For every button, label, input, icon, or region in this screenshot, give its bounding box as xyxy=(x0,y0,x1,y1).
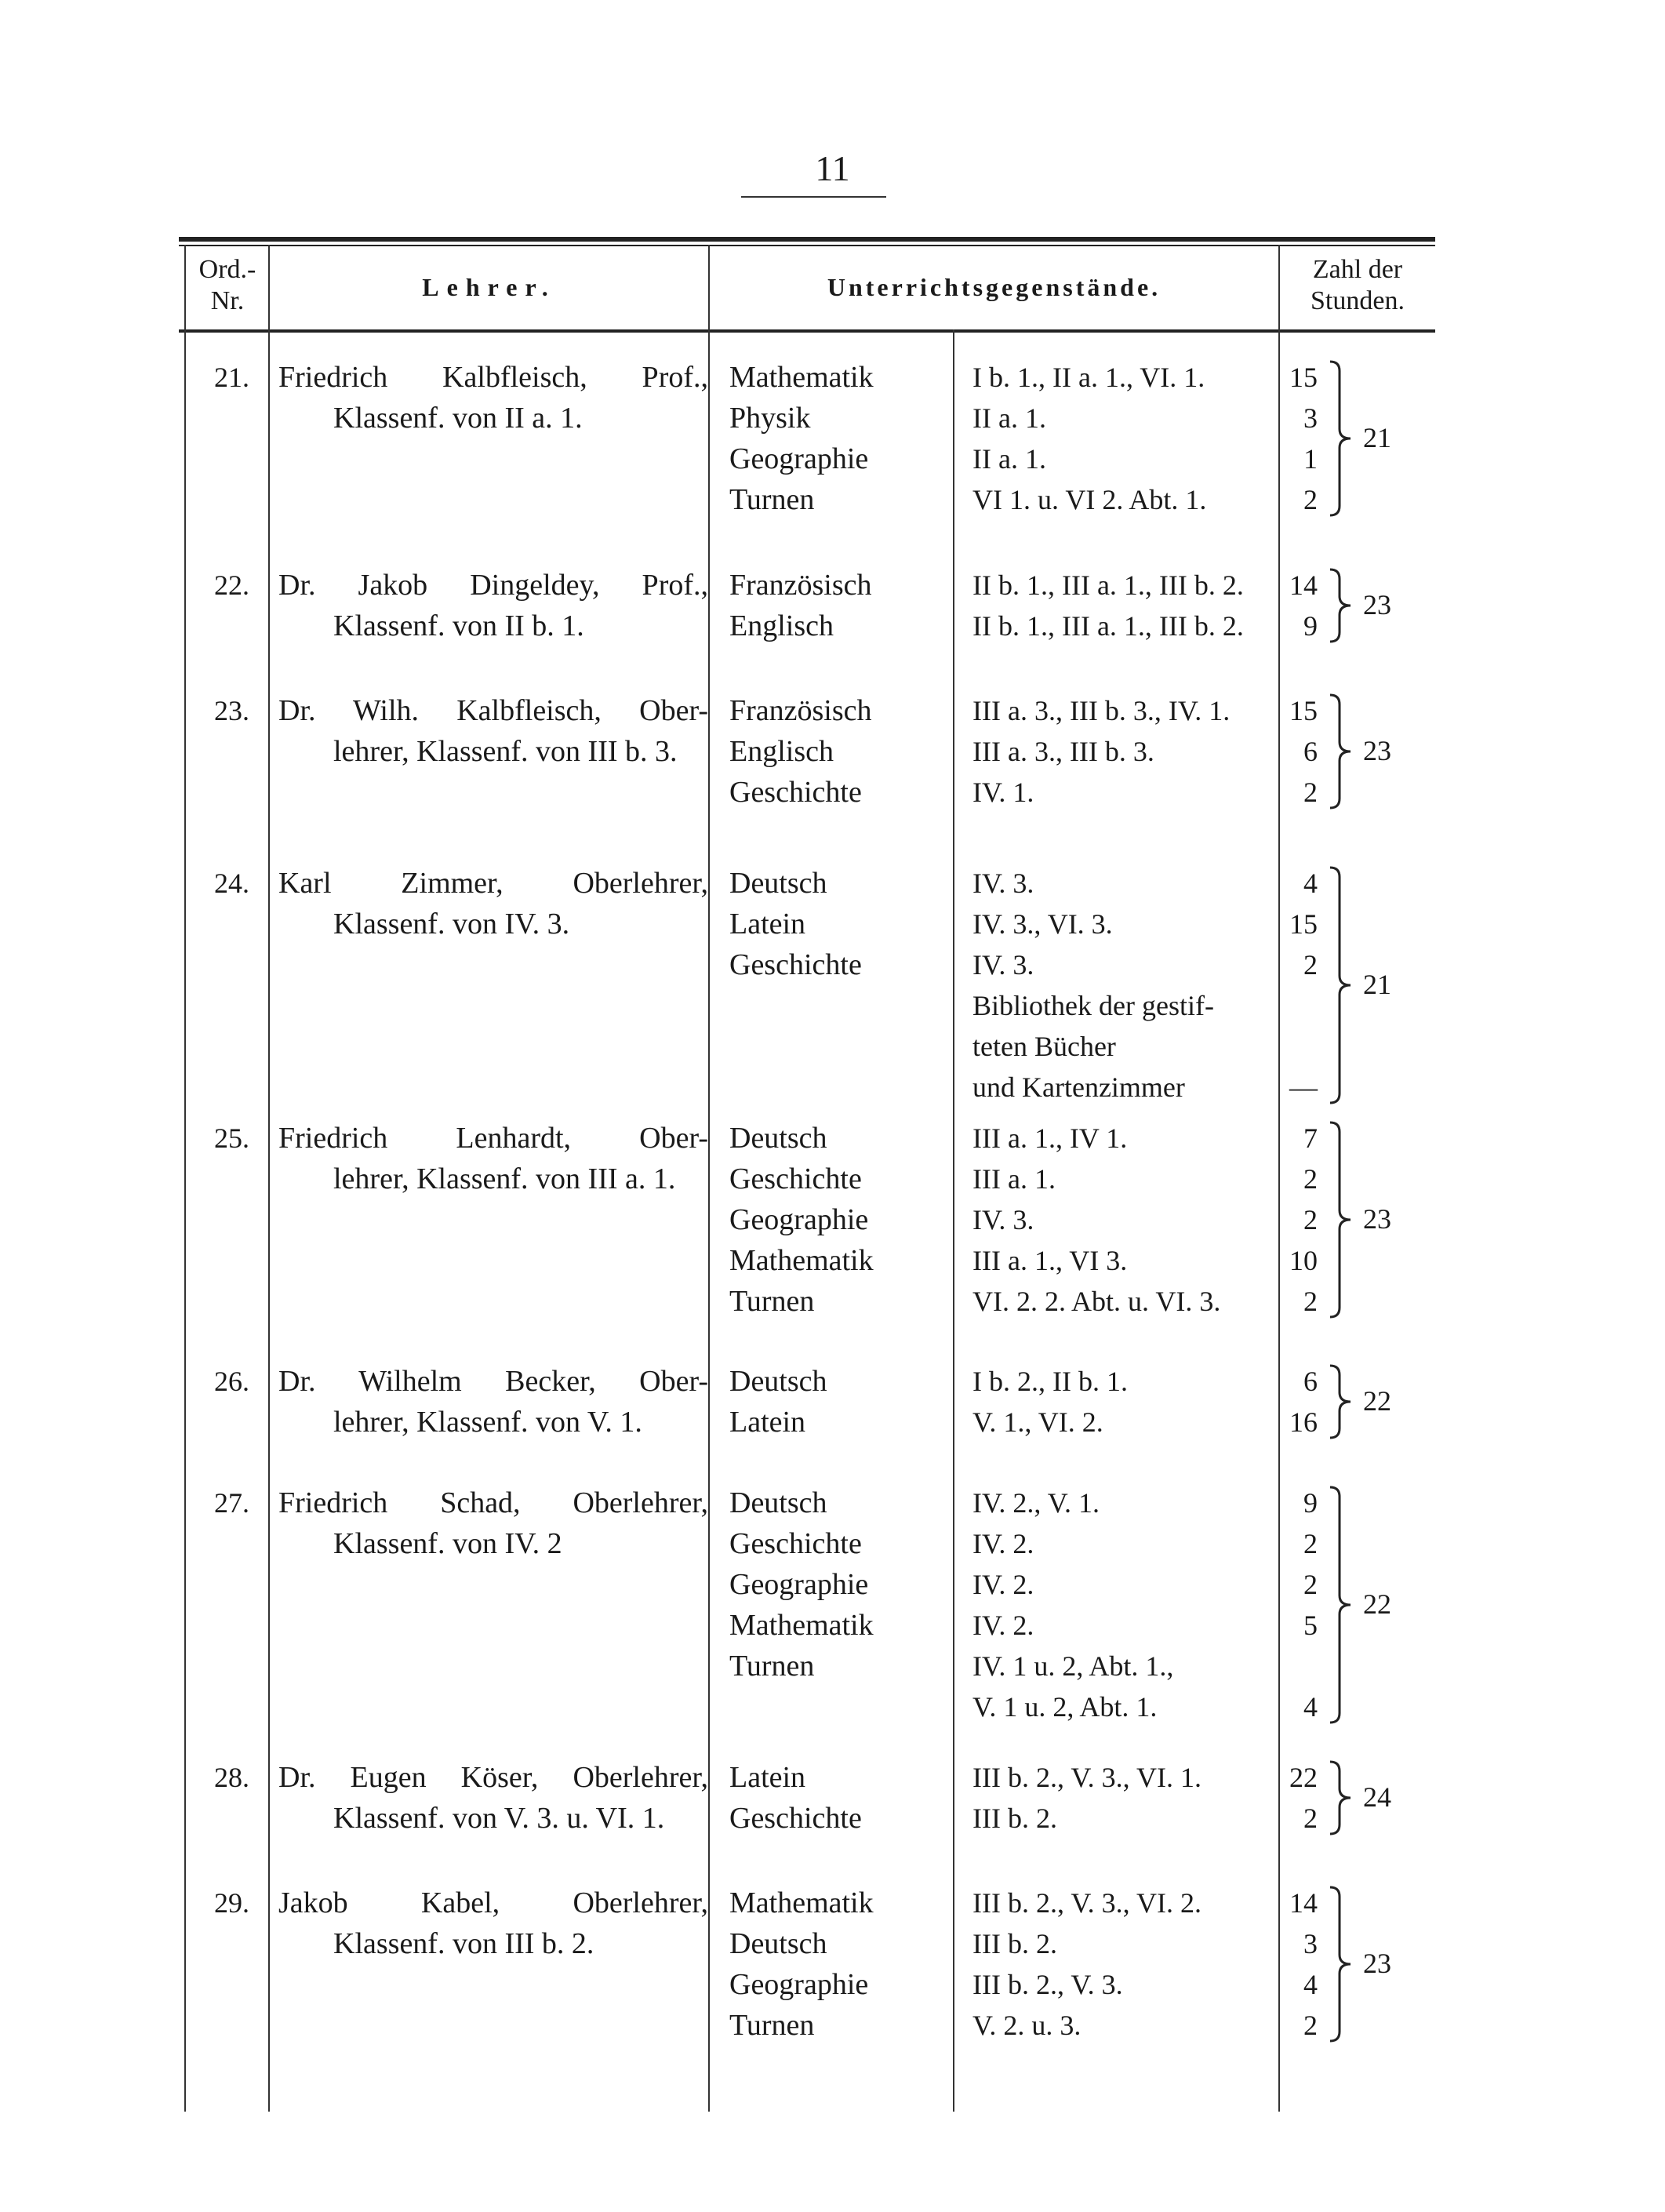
total-hours: 22 xyxy=(1363,1588,1391,1620)
subject xyxy=(729,985,965,1026)
teacher-name xyxy=(278,1361,708,1443)
subject: Latein xyxy=(729,908,806,940)
hours-list xyxy=(1271,690,1318,813)
total-hours: 23 xyxy=(1363,1203,1391,1235)
entry-number: 25. xyxy=(214,1122,249,1154)
entry-number: 28. xyxy=(214,1762,249,1793)
page-number-rule xyxy=(741,196,886,198)
hours-count: 4 xyxy=(1303,1969,1318,2000)
subject: Geographie xyxy=(729,1568,869,1601)
teacher-name xyxy=(278,565,708,646)
brace-icon xyxy=(1325,863,1357,1108)
subject-list xyxy=(729,1483,965,1727)
class-designation: IV. 3. xyxy=(972,868,1034,899)
hours-count: 15 xyxy=(1289,362,1318,393)
page-number: 11 xyxy=(815,148,850,188)
class-designation: III b. 2. xyxy=(972,1803,1057,1834)
subject: Geschichte xyxy=(729,776,862,809)
class-designation: IV. 3. xyxy=(972,949,1034,980)
hours-count xyxy=(1271,985,1318,1026)
teacher-name xyxy=(278,1757,708,1839)
subject: Geschichte xyxy=(729,948,862,981)
table-left-border xyxy=(184,245,186,2112)
hours-count: 9 xyxy=(1303,610,1318,642)
subject: Mathematik xyxy=(729,1609,874,1642)
class-designation: II a. 1. xyxy=(972,402,1046,434)
teacher-line-2: Klassenf. von II b. 1. xyxy=(333,609,584,642)
class-designation: III a. 1., VI 3. xyxy=(972,1245,1128,1276)
class-list xyxy=(972,863,1286,1108)
hours-count: 22 xyxy=(1289,1762,1318,1793)
hours-list xyxy=(1271,1361,1318,1443)
header-bottom-rule xyxy=(179,329,1435,333)
brace-icon xyxy=(1325,1118,1357,1322)
class-designation: V. 2. u. 3. xyxy=(972,2010,1082,2041)
subject-list xyxy=(729,1883,965,2046)
subject: Mathematik xyxy=(729,1886,874,1919)
class-designation: II b. 1., III a. 1., III b. 2. xyxy=(972,610,1244,642)
teacher-line-1: Karl Zimmer, Oberlehrer, xyxy=(278,867,708,900)
brace-icon xyxy=(1325,690,1357,813)
class-designation: IV. 3., VI. 3. xyxy=(972,908,1113,940)
class-designation: V. 1., VI. 2. xyxy=(972,1406,1103,1438)
entry-number: 29. xyxy=(214,1887,249,1919)
class-designation: III a. 3., III b. 3. xyxy=(972,736,1154,767)
entry-number: 24. xyxy=(214,868,249,899)
class-designation: III a. 1., IV 1. xyxy=(972,1122,1128,1154)
total-hours: 23 xyxy=(1363,589,1391,620)
subject-list xyxy=(729,1361,965,1443)
header-hours-line1: Zahl der xyxy=(1312,255,1403,284)
total-hours: 21 xyxy=(1363,969,1391,1000)
subject: Geschichte xyxy=(729,1802,862,1835)
hours-count: 14 xyxy=(1289,569,1318,601)
header-hours-line2: Stunden. xyxy=(1311,286,1405,315)
brace-icon xyxy=(1325,1757,1357,1839)
hours-count: 5 xyxy=(1303,1610,1318,1641)
class-designation: V. 1 u. 2, Abt. 1. xyxy=(972,1691,1158,1723)
hours-count: 6 xyxy=(1303,1366,1318,1397)
hours-count: — xyxy=(1289,1071,1318,1103)
header-hours xyxy=(1280,254,1435,317)
subject: Turnen xyxy=(729,2009,815,2042)
hours-list xyxy=(1271,1883,1318,2046)
class-designation: VI. 2. 2. Abt. u. VI. 3. xyxy=(972,1286,1221,1317)
subject: Geschichte xyxy=(729,1162,862,1195)
header-teacher: Lehrer. xyxy=(422,273,556,301)
subject: Latein xyxy=(729,1406,806,1439)
subject: Physik xyxy=(729,402,811,435)
class-designation: IV. 3. xyxy=(972,1204,1034,1235)
subject: Deutsch xyxy=(729,1122,827,1155)
hours-list xyxy=(1271,565,1318,646)
subject: Deutsch xyxy=(729,867,827,900)
hours-count: 4 xyxy=(1303,1691,1318,1723)
teacher-line-2: lehrer, Klassenf. von III a. 1. xyxy=(333,1162,676,1195)
teacher-line-2: lehrer, Klassenf. von III b. 3. xyxy=(333,735,678,768)
total-hours: 22 xyxy=(1363,1385,1391,1417)
header-ordnr-line1: Ord.- xyxy=(198,255,256,284)
hours-count: 2 xyxy=(1303,1528,1318,1559)
subject: Deutsch xyxy=(729,1365,827,1398)
hours-count: 9 xyxy=(1303,1487,1318,1519)
brace-icon xyxy=(1325,1483,1357,1727)
class-designation: IV. 1 u. 2, Abt. 1., xyxy=(972,1650,1174,1682)
class-designation: III a. 1. xyxy=(972,1163,1056,1195)
column-divider-ordnr xyxy=(268,245,270,2112)
brace-icon xyxy=(1325,565,1357,646)
hours-count: 15 xyxy=(1289,695,1318,726)
teacher-line-2: Klassenf. von III b. 2. xyxy=(333,1927,594,1960)
total-hours: 24 xyxy=(1363,1781,1391,1813)
subject: Englisch xyxy=(729,735,834,768)
hours-count: 4 xyxy=(1303,868,1318,899)
header-subjects: Unterrichtsgegenstände. xyxy=(827,273,1162,301)
class-list xyxy=(972,1118,1286,1322)
hours-count: 2 xyxy=(1303,949,1318,980)
subject xyxy=(729,1026,965,1067)
class-designation: IV. 2. xyxy=(972,1610,1034,1641)
total-hours: 21 xyxy=(1363,422,1391,453)
teacher-name xyxy=(278,1118,708,1199)
header-ordnr xyxy=(187,254,268,317)
subject: Deutsch xyxy=(729,1486,827,1519)
class-designation: Bibliothek der gestif- xyxy=(972,990,1214,1021)
table-top-rule xyxy=(179,237,1435,242)
subject: Deutsch xyxy=(729,1927,827,1960)
hours-count: 3 xyxy=(1303,1928,1318,1959)
brace-icon xyxy=(1325,357,1357,520)
teacher-line-2: Klassenf. von IV. 3. xyxy=(333,908,570,940)
hours-list xyxy=(1271,863,1318,1108)
teacher-line-1: Friedrich Kalbfleisch, Prof., xyxy=(278,361,708,394)
teacher-line-2: Klassenf. von IV. 2 xyxy=(333,1527,562,1560)
class-designation: II b. 1., III a. 1., III b. 2. xyxy=(972,569,1244,601)
hours-count: 10 xyxy=(1289,1245,1318,1276)
class-list xyxy=(972,1883,1286,2046)
subject xyxy=(729,1686,965,1727)
total-hours: 23 xyxy=(1363,735,1391,766)
column-divider-teacher xyxy=(708,245,710,2112)
hours-count: 14 xyxy=(1289,1887,1318,1919)
hours-list xyxy=(1271,1118,1318,1322)
hours-count: 2 xyxy=(1303,1569,1318,1600)
subject: Turnen xyxy=(729,483,815,516)
hours-count: 15 xyxy=(1289,908,1318,940)
class-list xyxy=(972,357,1286,520)
teacher-line-1: Dr. Wilhelm Becker, Ober- xyxy=(278,1365,708,1398)
subject: Geographie xyxy=(729,1203,869,1236)
class-designation: IV. 2., V. 1. xyxy=(972,1487,1100,1519)
brace-icon xyxy=(1325,1883,1357,2046)
teacher-line-1: Friedrich Schad, Oberlehrer, xyxy=(278,1486,708,1519)
subject: Geographie xyxy=(729,442,869,475)
class-designation: VI 1. u. VI 2. Abt. 1. xyxy=(972,484,1207,515)
class-designation: III b. 2. xyxy=(972,1928,1057,1959)
hours-count: 7 xyxy=(1303,1122,1318,1154)
teacher-line-2: Klassenf. von II a. 1. xyxy=(333,402,583,435)
subject xyxy=(729,1067,965,1108)
subject: Englisch xyxy=(729,609,834,642)
teacher-line-2: Klassenf. von V. 3. u. VI. 1. xyxy=(333,1802,665,1835)
teacher-line-1: Jakob Kabel, Oberlehrer, xyxy=(278,1886,708,1919)
subject-list xyxy=(729,357,965,520)
class-list xyxy=(972,1483,1286,1727)
hours-count: 2 xyxy=(1303,2010,1318,2041)
class-list xyxy=(972,690,1286,813)
subject: Mathematik xyxy=(729,361,874,394)
subject-list xyxy=(729,565,965,646)
class-designation: IV. 1. xyxy=(972,777,1034,808)
class-designation: II a. 1. xyxy=(972,443,1046,475)
class-list xyxy=(972,1361,1286,1443)
hours-count: 1 xyxy=(1303,443,1318,475)
subject: Französisch xyxy=(729,694,872,727)
subject-list xyxy=(729,1118,965,1322)
entry-number: 21. xyxy=(214,362,249,393)
hours-count: 2 xyxy=(1303,1803,1318,1834)
hours-count: 16 xyxy=(1289,1406,1318,1438)
hours-count xyxy=(1271,1646,1318,1686)
teacher-line-1: Dr. Eugen Köser, Oberlehrer, xyxy=(278,1761,708,1794)
teacher-name xyxy=(278,863,708,944)
total-hours: 23 xyxy=(1363,1948,1391,1979)
class-list xyxy=(972,565,1286,646)
header-ordnr-line2: Nr. xyxy=(210,286,245,315)
hours-count: 3 xyxy=(1303,402,1318,434)
subject: Französisch xyxy=(729,569,872,602)
subject-list xyxy=(729,863,965,1108)
hours-count: 2 xyxy=(1303,1163,1318,1195)
class-designation: I b. 1., II a. 1., VI. 1. xyxy=(972,362,1205,393)
class-list xyxy=(972,1757,1286,1839)
hours-count: 2 xyxy=(1303,484,1318,515)
class-designation: III b. 2., V. 3., VI. 1. xyxy=(972,1762,1202,1793)
teacher-name xyxy=(278,690,708,772)
entry-number: 23. xyxy=(214,695,249,726)
hours-count: 2 xyxy=(1303,1286,1318,1317)
class-designation: IV. 2. xyxy=(972,1528,1034,1559)
subject: Geographie xyxy=(729,1968,869,2001)
class-designation: III b. 2., V. 3. xyxy=(972,1969,1123,2000)
teacher-line-1: Friedrich Lenhardt, Ober- xyxy=(278,1122,708,1155)
hours-count: 2 xyxy=(1303,1204,1318,1235)
subject: Turnen xyxy=(729,1650,815,1683)
class-designation: III a. 3., III b. 3., IV. 1. xyxy=(972,695,1231,726)
entry-number: 22. xyxy=(214,569,249,601)
hours-list xyxy=(1271,1483,1318,1727)
subject: Geschichte xyxy=(729,1527,862,1560)
subject-list xyxy=(729,690,965,813)
subject: Mathematik xyxy=(729,1244,874,1277)
subject-list xyxy=(729,1757,965,1839)
table-top-rule-thin xyxy=(179,245,1435,246)
class-designation: teten Bücher xyxy=(972,1031,1116,1062)
teacher-name xyxy=(278,357,708,438)
subject: Turnen xyxy=(729,1285,815,1318)
hours-list xyxy=(1271,357,1318,520)
class-designation: IV. 2. xyxy=(972,1569,1034,1600)
entry-number: 26. xyxy=(214,1366,249,1397)
teacher-name xyxy=(278,1883,708,1964)
teacher-line-2: lehrer, Klassenf. von V. 1. xyxy=(333,1406,642,1439)
subject: Latein xyxy=(729,1761,806,1794)
hours-count: 2 xyxy=(1303,777,1318,808)
hours-list xyxy=(1271,1757,1318,1839)
class-designation: und Kartenzimmer xyxy=(972,1071,1185,1103)
brace-icon xyxy=(1325,1361,1357,1443)
hours-count: 6 xyxy=(1303,736,1318,767)
class-designation: III b. 2., V. 3., VI. 2. xyxy=(972,1887,1202,1919)
teacher-line-1: Dr. Jakob Dingeldey, Prof., xyxy=(278,569,708,602)
entry-number: 27. xyxy=(214,1487,249,1519)
class-designation: I b. 2., II b. 1. xyxy=(972,1366,1128,1397)
teacher-name xyxy=(278,1483,708,1564)
teacher-line-1: Dr. Wilh. Kalbfleisch, Ober- xyxy=(278,694,708,727)
hours-count xyxy=(1271,1026,1318,1067)
